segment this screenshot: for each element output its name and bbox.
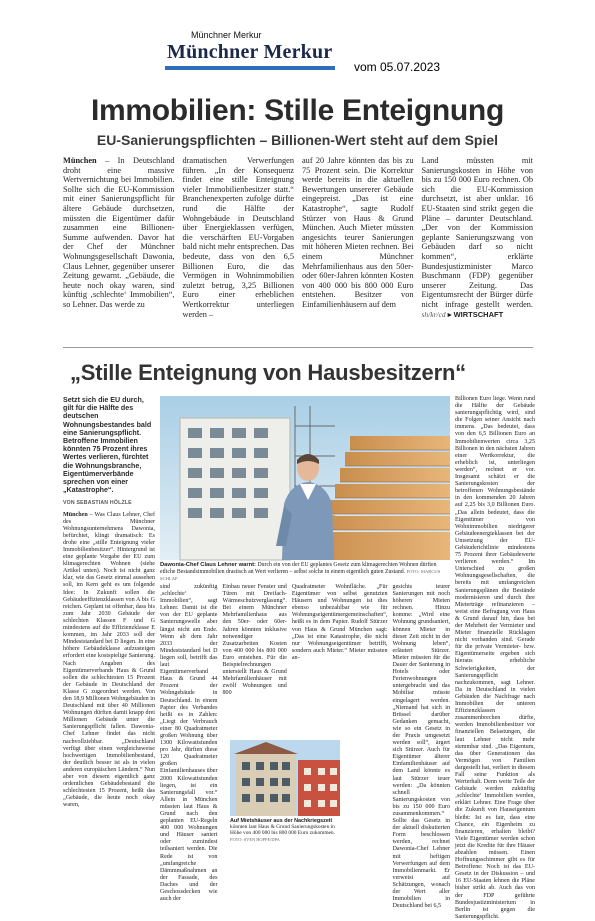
article1-column-2-text: dramatischen Verwerfungen führen. „In der Konsequenz findet eine stille Enteignung vieler Immobilienbesitzer statt.“ Branchenexperten zufolge dürfte rund die Hälfte der Wohngebäude in Deutschland über Energieklassen verfügen, die verschärften EU-Vorgaben bald nicht mehr entsprechen. Das bedeute, dass von den 6,5 Billionen Euro, die das Vermögen in Wohnimmobilien zuletzt betrug, 3,25 Billionen Euro einer erheblichen Wertkorrektur unterliegen werden – <box>182 156 294 319</box>
article2-right-column <box>455 396 535 920</box>
photo-postwar-building <box>230 740 340 816</box>
photo-postwar-building-caption-text: könnten laut Haus & Grund Sanierungskosten in Höhe von 400 000 bis 800 000 Euro zukommen. <box>230 824 335 837</box>
photo-postwar-building-caption <box>230 818 340 843</box>
photo-claus-lehner-caption-bold: Dawonia-Chef Claus Lehner warnt: <box>160 562 256 568</box>
article2-byline: VON SEBASTIAN HÖLZLE <box>63 500 132 507</box>
article2-middle-column-1-text: sind zukünftig ‚schlechte‘ Immobilien“, sagt Lehner. Damit ist die von der EU geplante Sanierungswelle aber längst nicht am Ende. Wenn ab dem Jahr 2033 der Mindeststandard bei D liegen soll, betrifft das laut Eigentümerverband Haus & Grund 44 Prozent der Wohngebäude in Deutschland. In einem Papier des Verbandes heißt es in Zahlen: „Liegt der Verbrauch einer 80 Quadratmeter großen Wohnung über 1300 Kilowattstunden pro Jahr, dürften diese 120 Quadratmeter großen Einfamilienhauses über 2000 Kilowattstunden liegen, ist ein Sanierungsfall vor.“ Allein in München müssten laut Haus & Grund nach den geplanten EU-Regeln 400 000 Wohnungen und Häuser saniert oder zumindest teilsaniert werden. Die Rede ist von „umfangreiche Dämmmaßnahmen an der Fassade, des Daches und der Geschossdecken wie auch der <box>160 584 218 903</box>
article2-middle-column-4-text: gesichts teurer Sanierungen mit noch höheren Mieten rechnen. Hinzu komme: „Wird eine Wohnung grundsaniert, können Mieter in dieser Zeit nicht in der Wohnung leben“, erläutert Stürzer. Mieter müssten für die Dauer der Sanierung in Hotels oder Ferienwohnungen untergebracht und das Mobiliar müsste eingelagert werden. „Niemand hat sich in Brüssel darüber Gedanken gemacht, wie so ein Gesetz in der Praxis umgesetzt werden soll“, ärgert sich Stürzer. Auch für Eigentümer älterer Einfamilienhäuser auf dem Land könnte es laut Stürzer teuer werden: „Da könnten schnell Sanierungskosten von bis zu 150 000 Euro zusammenkommen.“ Sollte das Gesetz in der aktuell diskutierten Form beschlossen werden, rechnet Dawonia-Chef Lehner mit heftigen Verwerfungen auf dem Immobilienmarkt. Er verweist auf Schätzungen, wonach der Wert aller Immobilien in Deutschland bei 6,5 <box>392 584 451 910</box>
masthead-title: Münchner Merkur <box>167 41 333 63</box>
article1-place: München <box>63 156 97 165</box>
photo-claus-lehner <box>160 396 450 560</box>
article2-left-column <box>63 396 155 832</box>
photo-claus-lehner-illustration <box>160 396 450 560</box>
article2-middle-column-3-text: Quadratmeter Wohnfläche. „Für Eigentümer von selbst genutzten Häusern und Wohnungen ist dies ebenso unbezahlbar wie für Wohnungseigentümergemeinschaften“, heißt es in dem Papier. Rudolf Stürzer von Haus & Grund München sagt: „Das ist eine Katastrophe, die nicht nur Wohnungseigentümer betrifft, sondern auch Mieter.“ Mieter müssten an- <box>291 584 388 661</box>
article1-headline: Immobilien: Stille Enteignung <box>91 94 504 127</box>
photo-claus-lehner-caption <box>160 562 450 582</box>
article2-middle-column-3 <box>292 584 388 736</box>
photo-claus-lehner-credit: FOTO: MARCUS SCHLAF <box>160 568 441 581</box>
photo-postwar-building-credit: FOTO: SVEN HOPPE/DPA <box>230 836 280 842</box>
article1-column-4 <box>422 156 534 336</box>
article1-section-ref: ▸ WIRTSCHAFT <box>447 309 504 319</box>
photo-postwar-building-illustration <box>230 740 340 816</box>
article2-right-text: Billionen Euro liege. Wenn rund die Hälfte der Gebäude sanierungspflichtig wird, sind die Folgen seiner Ansicht nach immens. „Das bedeutet, dass von den 6,5 Billionen Euro an Immobilienwerten circa 3,25 Billionen in den nächsten Jahren einer Wertkorrektur, die erheblich ist, unterliegen werden“, rechnet er vor. Insgesamt schätzt er die Sanierungskosten der betroffenen Wohnungsbestände in den kommenden 20 Jahren auf 2,25 bis 3,0 Billionen Euro. „Das allein bedeutet, dass die Eigentümer von Wohnimmobilien niedrigerer Gebäudeenergieklassen bei der Umsetzung der EU-Gebäuderichtlinie mindestens 75 Prozent ihrer Gebäudewerte verlieren werden.“ Im Unterschied zu großen Wohnungsgesellschaften, die bereits mit umfangreichen Sanierungsplänen die Bestände modernisieren und durch ihre Mieterträge refinanzieren – weist eine Befragung von Haus & Grund darauf hin, dass bei der Mehrheit der Vermieter und Mieter finanzielle Rücklagen nicht vorhanden sind. Gerade für die private Vermieter- bzw. Eigentümerseite ergeben sich hieraus erhebliche Schwierigkeiten, der Sanierungspflicht nachzukommen, sagt Lehner. Da in Deutschland in vielen Gebäuden die Nachfrage nach Immobilien der unteren Effizienzklassen zusammenbrechen dürfte, werden Immobilienbesitzer vor finanziellen Belastungen, die laut Lehner nicht mehr stemmbar sind. „Das Eigentum, das über Generationen das Vermögen von Familien dargestellt hat, verliert in diesem Fall seine Funktion als Werterhalt. Denn weite Teile der Gebäude werden zukünftig ‚schlechte‘ Immobilien werden, erklärt Lehner. Eine Frage über die Zukunft von Hauseigentum bleibt: Ist es fair, dass eine Chance, ein Eigenheim zu finanzieren, erhalten bleibt? Viele Eigentümer werden schon jetzt die Kredite für ihre Häuser abzahlen müssen. Einen Hoffnungsschimmer gibt es für Betroffene: Noch ist das EU-Gesetz in der Diskussion – und 16 EU-Staaten lehnen die Pläne bisher strikt ab. Auch das von der FDP geführte Bundesjustizministerium in Berlin ist gegen die Sanierungspflicht. <box>455 396 535 920</box>
masthead-small-title: Münchner Merkur <box>191 30 262 40</box>
article1-signature: sh/kr/cd <box>421 309 446 319</box>
article2-deck: Setzt sich die EU durch, gilt für die Hälfte des deutschen Wohnungsbestandes bald eine Sanierungspflicht. Betroffene Immobilien könnten 75 Prozent ihres Wertes verlieren, fürchtet die Wohnungsbranche, Eigentümerverbände sprechen von einer „Katastrophe“. <box>63 396 152 495</box>
masthead <box>161 28 339 72</box>
article2-middle-column-2 <box>222 584 286 736</box>
date-stamp: vom 05.07.2023 <box>354 60 441 74</box>
article1-column-1-text: – In Deutschland droht eine massive Wertvernichtung bei Immobilien. Sollte sich die EU-Kommission mit einer Sanierungspflicht für ältere Gebäude durchsetzen, müssten die Eigentümer dafür zusammen eine Billionen-Summe aufwenden. Davor hat der Chef der Münchner Wohnungsgesellschaft Dawonia, Claus Lehner, gegenüber unserer Zeitung gewarnt. „Gebäude, die heute noch okay waren, sind künftig ‚schlechte‘ Immobilien“, so Lehner. Das werde zu <box>63 156 175 309</box>
article1-body <box>63 156 533 336</box>
article1-column-1 <box>63 156 175 336</box>
article1-column-3 <box>302 156 414 336</box>
photo-postwar-building-caption-bold: Auf Mietshäuser aus der Nachkriegszeit <box>230 818 333 824</box>
article1-subhead: EU-Sanierungspflichten – Billionen-Wert steht auf dem Spiel <box>96 132 499 148</box>
article2-middle-column-2-text: Einbau neuer Fenster und Türen mit Dreifach-Wärmeschutzverglasung“. Bei einem Münchner Mehrfamilienhaus aus den 50er- oder 60er-Jahren könnten inklusive notwendiger Zusatzarbeiten Kosten von 400 000 bis 800 000 Euro entstehen. Für die Beispielrechnungen unterstellt Haus & Grund Mehrfamilienhäuser mit zwölf Wohnungen und 800 <box>222 584 287 697</box>
article2-headline: „Stille Enteignung von Hausbesitzern“ <box>70 360 466 385</box>
article1-column-3-text: auf 20 Jahre könnten das bis zu 75 Prozent sein. Die Korrektur werde bereits in die aktuellen Bewertungen unsererer Gebäude eingepreist. „Das ist eine Katastrophe“, sagte Rudolf Stürzer von Haus & Grund München. Auch Mieter müssten angesichts teurer Sanierungen mit höheren Mieten rechnen. Bei einem Münchner Mehrfamilienhaus aus den 50er- oder 60er-Jahren könnten Kosten von 400 000 bis 800 000 Euro entstehen. Besitzer von Einfamilienhäusern auf dem <box>302 156 414 309</box>
photo-claus-lehner-caption-text: Durch ein von der EU geplantes Gesetz zum klimagerechten Wohnen dürften etliche Bestandsimmobilien drastisch an Wert verlieren – selbst solche in einem eigentlich guten Zustand. <box>160 562 437 575</box>
article2-left-text: – Was Claus Lehner, Chef des Münchner Wohnungsunternehmens Dawonia, befürchtet, klingt dramatisch: Es drohe eine „stille Enteignung vieler Immobilienbesitzer“. Hintergrund ist eine geplante Vorgabe der EU zum klimagerechten Wohnen (siehe Artikel unten). Noch ist nicht ganz klar, wie das Gesetz einmal aussehen soll, im Kern geht es um folgende Idee: In Zukunft sollen die Gebäudeeffizienzklassen von A bis G reichen. Geplant ist offenbar, dass bis zum Jahr 2030 Gebäude der schlechten Klassen F und G mindestens auf die Effizienzklasse E kommen, im Jahr 2033 soll der Mindeststandard bei D liegen. In eine höhere Gebäudeklasse aufzusteigen erfordert eine kostspielige Sanierung. Nach Angaben des Eigentümerverbands Haus & Grund sollen die schlechtesten 15 Prozent der Gebäude in Deutschland der Klasse G zugeordnet werden. Von den 18,9 Millionen Wohngebäuden in Deutschland mit über 40 Millionen Wohnungen dürften damit knapp drei Millionen Gebäude unter die Sanierungspflicht fallen. Dawonia-Chef Lehner findet das nicht nachvollziehbar. „Deutschland verfügt über einen vergleichsweise hochwertigen Immobilienbestand, der deutlich besser ist als in vielen anderen europäischen Ländern.“ Nun aber von diesem eigentlich ganz ordentlichen Gebäudebestand die schlechtesten 15 Prozent, heißt das „Gebäude, die heute noch okay waren, <box>63 511 155 809</box>
article2-left-text-block <box>63 512 155 810</box>
article2-place: München <box>63 511 88 518</box>
masthead-rule <box>165 66 335 70</box>
article1-column-4-text: Land müssten mit Sanierungskosten in Höhe von bis zu 150 000 Euro rechnen. Ob sich die EU-Kommission durchsetzt, ist aber unklar. 16 EU-Staaten sind strikt gegen die Pläne – darunter Deutschland. „Der von der Kommission geplante Sanierungszwang von Gebäuden darf so nicht kommen“, erklärte Bundesjustizminister Marco Buschmann (FDP) gegenüber unserer Zeitung. Das Eigentumsrecht der Bürger dürfe nicht infrage gestellt werden. <box>421 156 533 309</box>
article2-middle-column-1 <box>160 584 218 903</box>
article2-middle-column-4 <box>392 584 451 910</box>
article1-column-2 <box>183 156 295 336</box>
article-divider <box>63 347 533 348</box>
